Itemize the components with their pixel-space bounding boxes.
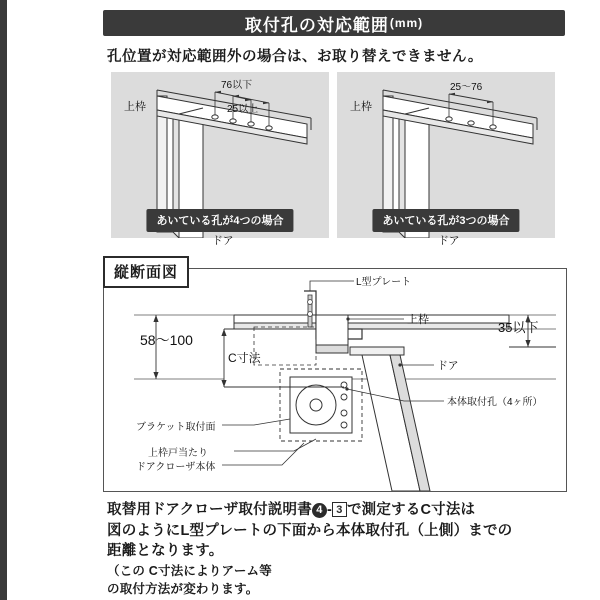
label-door-right: ドア	[438, 235, 460, 247]
diagram-panel-3holes	[337, 72, 555, 247]
footer-line3: 距離となります。	[107, 543, 224, 560]
caption-3holes: あいている孔が3つの場合	[372, 209, 519, 232]
step-number-square: 3	[332, 502, 347, 517]
dimension-lower-left: 25以上	[227, 104, 259, 115]
label-body-mount-holes: 本体取付孔（4ヶ所）	[447, 397, 543, 408]
label-frame-stop: 上枠戸当たり	[148, 448, 208, 459]
footer-note2: の取付方法が変わります。	[107, 581, 259, 596]
label-upper-frame-section: 上枠	[407, 314, 429, 326]
footer-dash: -	[326, 502, 332, 518]
label-upper-frame-left: 上枠	[124, 101, 146, 113]
label-bracket-face: ブラケット取付面	[136, 422, 216, 433]
section2-title: 縦断面図	[103, 256, 189, 288]
footer-line1-b: で測定するC寸法は	[346, 502, 476, 518]
dimension-range-right: 25〜76	[450, 82, 483, 93]
footer-instructions	[107, 500, 577, 597]
footer-note1: （この C寸法によりアーム等	[107, 563, 272, 578]
label-door-left: ドア	[212, 235, 234, 247]
section1-subtitle: 孔位置が対応範囲外の場合は、お取り替えできません。	[107, 49, 483, 65]
caption-4holes: あいている孔が4つの場合	[146, 209, 293, 232]
section1-title: 取付孔の対応範囲	[244, 15, 389, 35]
dimension-58-100: 58〜100	[140, 332, 193, 348]
footer-line1-a: 取替用ドアクローザ取付説明書	[107, 502, 312, 518]
label-closer-body: ドアクローザ本体	[136, 462, 216, 473]
section2-diagram-box	[103, 268, 567, 492]
diagram-panel-4holes	[111, 72, 329, 247]
label-door-section: ドア	[437, 360, 459, 372]
section1-title-unit: (mm)	[389, 16, 424, 30]
footer-line2: 図のようにL型プレートの下面から本体取付孔（上側）までの	[107, 522, 513, 539]
label-l-plate: L型プレート	[356, 277, 412, 288]
label-upper-frame-right: 上枠	[350, 101, 372, 113]
step-number-circle: 4	[312, 503, 327, 518]
dimension-c: C寸法	[228, 351, 261, 365]
dimension-upper-left: 76以下	[221, 80, 253, 91]
dimension-35: 35以下	[498, 320, 539, 335]
section1-header	[103, 10, 565, 36]
